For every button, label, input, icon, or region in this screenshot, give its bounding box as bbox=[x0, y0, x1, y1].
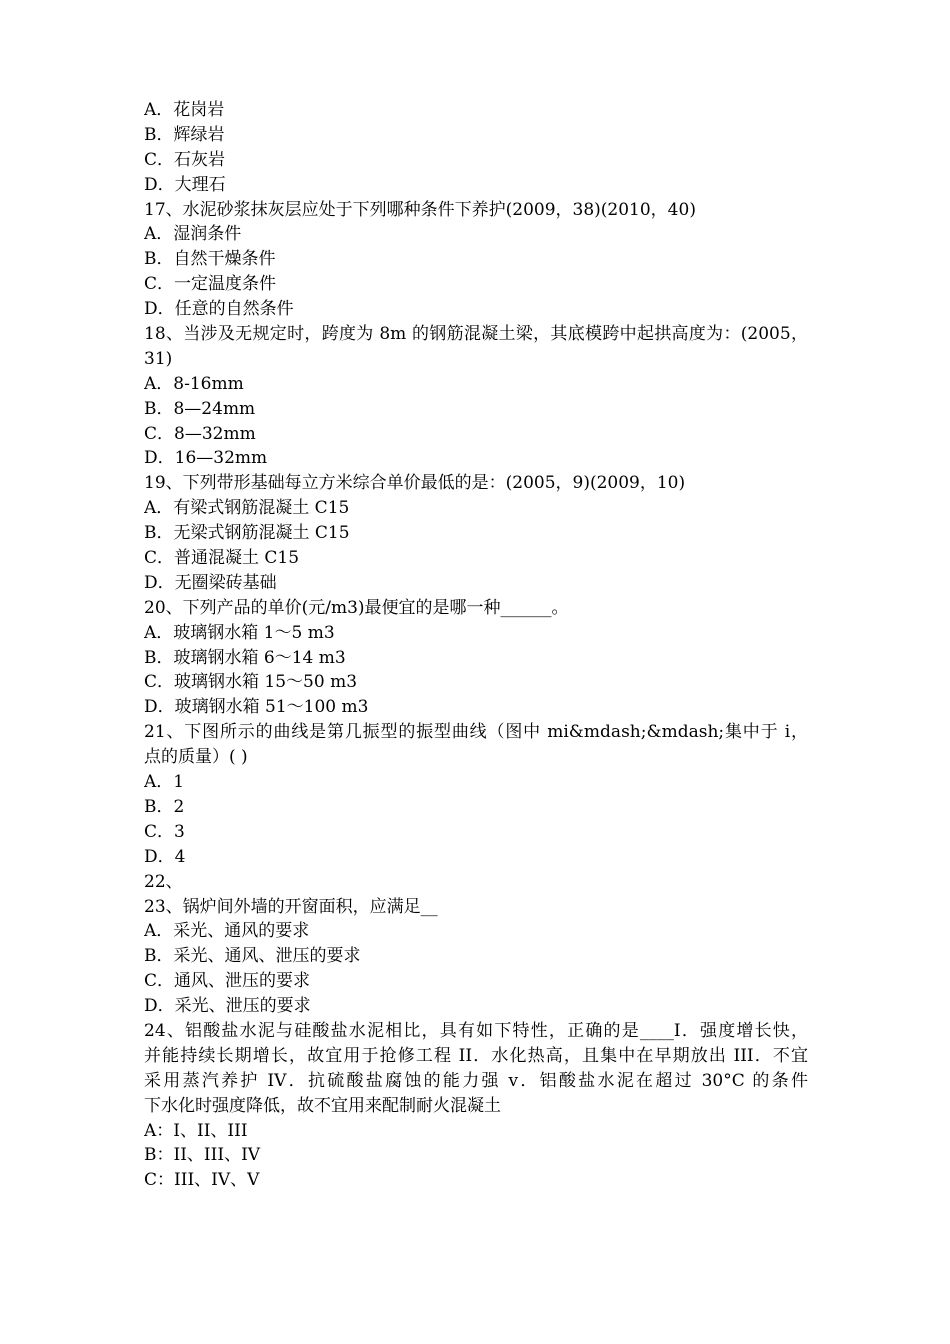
option-line: A．玻璃钢水箱 1～5 m3 bbox=[144, 622, 335, 643]
option-line: B．自然干燥条件 bbox=[144, 249, 276, 270]
option-line: B．辉绿岩 bbox=[144, 124, 225, 145]
option-line: A．花岗岩 bbox=[144, 100, 225, 120]
option-line: A．有梁式钢筋混凝土 C15 bbox=[144, 498, 350, 519]
question-17: 17、水泥砂浆抹灰层应处于下列哪种条件下养护(2009，38)(2010，40) bbox=[144, 199, 696, 220]
question-18-cont: 31) bbox=[144, 348, 173, 369]
question-24-cont: 下水化时强度降低，故不宜用来配制耐火混凝土 bbox=[144, 1095, 501, 1116]
question-23: 23、锅炉间外墙的开窗面积，应满足__ bbox=[144, 896, 438, 917]
option-line: D．大理石 bbox=[144, 174, 226, 195]
question-21-cont: 点的质量）( ) bbox=[144, 747, 248, 768]
option-line: C．石灰岩 bbox=[144, 149, 226, 170]
document-page bbox=[144, 98, 808, 1193]
question-24: 24、铝酸盐水泥与硅酸盐水泥相比，具有如下特性，正确的是____I．强度增长快， bbox=[144, 1020, 808, 1041]
question-24-cont: 并能持续长期增长，故宜用于抢修工程 II．水化热高，且集中在早期放出 III．不宜 bbox=[144, 1045, 808, 1066]
option-line: C．一定温度条件 bbox=[144, 274, 277, 295]
option-line: C．8—32mm bbox=[144, 423, 256, 444]
option-line: C．3 bbox=[144, 821, 185, 842]
question-21: 21、下图所示的曲线是第几振型的振型曲线（图中 mi&mdash;&mdash;集中于 i， bbox=[144, 722, 808, 743]
option-line: D．无圈梁砖基础 bbox=[144, 572, 277, 593]
option-line: D．采光、泄压的要求 bbox=[144, 996, 311, 1017]
option-line: D．玻璃钢水箱 51～100 m3 bbox=[144, 697, 369, 718]
option-line: B．采光、通风、泄压的要求 bbox=[144, 946, 361, 967]
option-line: C．通风、泄压的要求 bbox=[144, 971, 311, 992]
option-line: A．1 bbox=[144, 772, 185, 793]
question-22: 22、 bbox=[144, 871, 183, 892]
option-line: A：I、II、III bbox=[144, 1120, 248, 1141]
option-line: B：II、III、IV bbox=[144, 1145, 261, 1166]
option-line: D．16—32mm bbox=[144, 448, 268, 469]
question-20: 20、下列产品的单价(元/m3)最便宜的是哪一种______。 bbox=[144, 597, 569, 618]
option-line: C．玻璃钢水箱 15～50 m3 bbox=[144, 672, 358, 693]
option-line: B．无梁式钢筋混凝土 C15 bbox=[144, 523, 350, 544]
question-24-cont: 采用蒸汽养护 IV．抗硫酸盐腐蚀的能力强 v．铝酸盐水泥在超过 30°C 的条件 bbox=[144, 1070, 808, 1091]
option-line: D．任意的自然条件 bbox=[144, 299, 294, 320]
option-line: B．2 bbox=[144, 796, 185, 817]
question-18: 18、当涉及无规定时，跨度为 8m 的钢筋混凝土梁，其底模跨中起拱高度为：(2005， bbox=[144, 324, 808, 345]
option-line: A．8-16mm bbox=[144, 373, 244, 394]
option-line: A．采光、通风的要求 bbox=[144, 921, 310, 942]
option-line: B．8—24mm bbox=[144, 398, 256, 419]
option-line: C：III、IV、V bbox=[144, 1170, 260, 1191]
option-line: D．4 bbox=[144, 846, 186, 867]
question-19: 19、下列带形基础每立方米综合单价最低的是：(2005，9)(2009，10) bbox=[144, 473, 686, 494]
option-line: A．湿润条件 bbox=[144, 224, 242, 245]
option-line: C．普通混凝土 C15 bbox=[144, 548, 300, 569]
option-line: B．玻璃钢水箱 6～14 m3 bbox=[144, 647, 346, 668]
